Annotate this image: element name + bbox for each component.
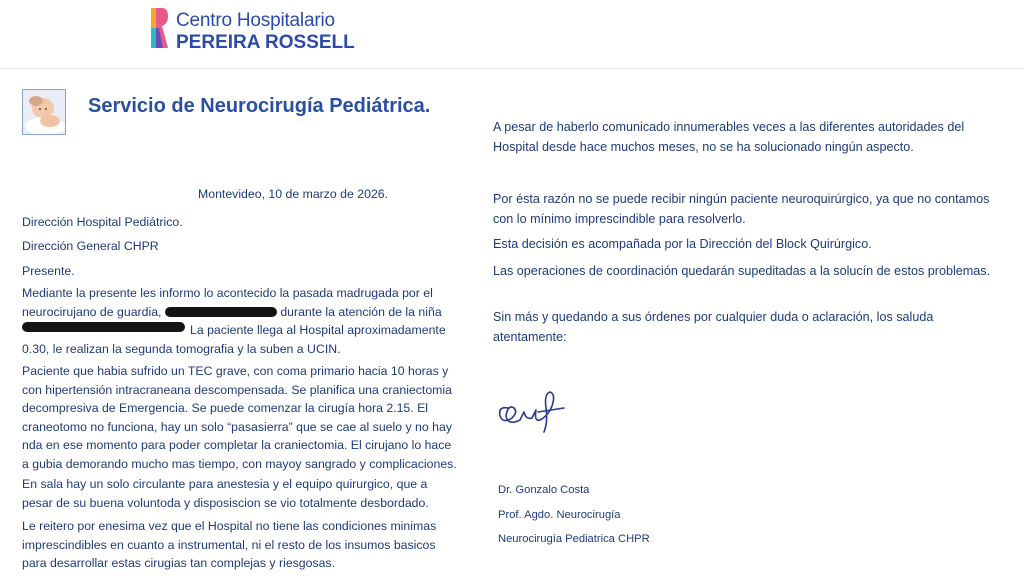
page-title: Servicio de Neurocirugía Pediátrica. [88,95,431,117]
right-paragraph-3 [493,234,993,254]
right-paragraph-1-text: A pesar de haberlo comunicado innumerables veces a las diferentes autoridades del Hospital desde hace muchos meses, no se ha solucionado ningún aspecto. [493,120,965,154]
greeting: Presente. [22,264,75,278]
logo-text-line2: PEREIRA ROSSELL [176,32,355,53]
paragraph-2 [22,362,460,473]
signer-unit: Neurocirugía Pediatrica CHPR [498,533,650,545]
paragraph-1-part-b: durante la atención de la niña [280,304,442,319]
signer-role: Prof. Agdo. Neurocirugía [498,509,621,521]
right-paragraph-3-text: Esta decisión es acompañada por la Dirección del Block Quirúrgico. [493,237,872,251]
hospital-logo-mark-icon [150,6,170,50]
right-paragraph-4-text: Las operaciones de coordinación quedarán supeditadas a la solucín de estos problemas. [493,264,991,278]
header-divider [0,68,1024,69]
paragraph-3-text: En sala hay un solo circulante para anestesia y el equipo quirurgico, que a pesar de su buena voluntoda y disposiscion se vio totalmente desbordado. [22,477,429,510]
paragraph-4-text: Le reitero por enesima vez que el Hospital no tiene las condiciones minimas imprescindibles en cuanto a instrumental, ni el resto de los insumos basicos para desarrollar estas cirugias tan complejas y riesgosas. [22,519,437,570]
right-paragraph-2 [493,189,993,229]
right-paragraph-5 [493,307,993,347]
recipient-1: Dirección Hospital Pediátrico. [22,215,183,229]
logo-text-line1: Centro Hospitalario [176,10,335,31]
baby-image-icon [23,90,65,134]
paragraph-4 [22,517,460,573]
redaction-bar [165,307,277,317]
signer-name: Dr. Gonzalo Costa [498,484,590,496]
paragraph-1 [22,284,460,358]
recipient-line-1 [22,213,460,232]
paragraph-2-text: Paciente que habia sufrido un TEC grave, con coma primario hacia 10 horas y con hipertensión intracraneana descompensada. Se planifica una craniectomia decompresiva de Emergencia. Se puede comenzar la cirugía hora 2.15. El craneotomo no funciona, hay un solo “pasasierra” que se cae al suelo y no hay nda en ese momento para poder completar la craniectomia. El cirujano lo hace a gubia demorando mucho mas tiempo, con mayoy sangrado y complicaciones. [22,364,457,471]
right-paragraph-5-text: Sin más y quedando a sus órdenes por cualquier duda o aclaración, los saluda atentamente: [493,310,934,344]
recipient-line-2 [22,237,460,256]
baby-photo [22,89,66,135]
handwritten-signature [494,382,584,438]
letter-date: Montevideo, 10 de marzo de 2026. [198,187,389,201]
greeting-line [22,262,460,281]
paragraph-3 [22,475,460,512]
right-paragraph-1 [493,117,993,157]
paragraph-1-part-c: La paciente llega al Hospital aproximadamente 0.30, le realizan la segunda tomografia y la suben a UCIN. [22,323,446,356]
right-paragraph-4 [493,261,993,281]
redaction-bar-2 [22,322,185,332]
recipient-2: Dirección General CHPR [22,239,159,253]
paragraph-1-part-a: Mediante la presente les informo lo acontecido la pasada madrugada por el neurocirujano de guardia, [22,286,433,319]
right-paragraph-2-text: Por ésta razón no se puede recibir ningún paciente neuroquirúrgico, ya que no contamos con lo mínimo imprescindible para resolverlo. [493,192,990,226]
hospital-logo [150,6,355,53]
